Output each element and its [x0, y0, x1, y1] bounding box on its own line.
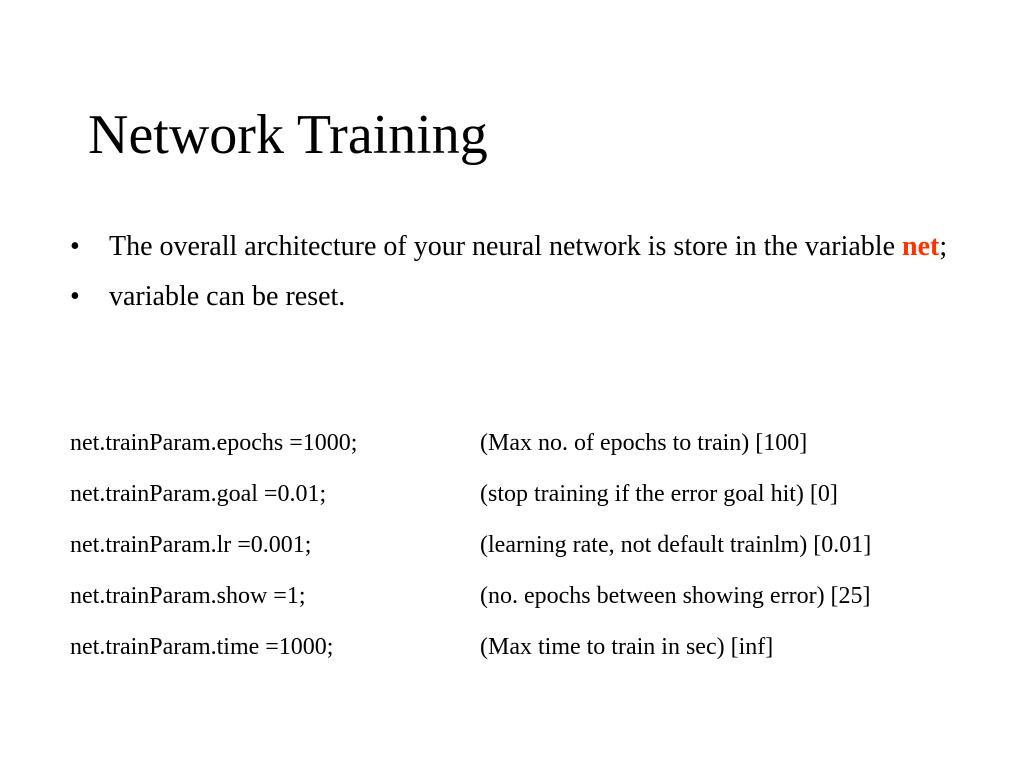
param-row [70, 425, 970, 476]
param-row [70, 527, 970, 578]
bullet-item-reset [70, 278, 950, 316]
bullet-item-architecture [70, 228, 950, 266]
param-description: (Max time to train in sec) [inf] [480, 634, 774, 660]
param-description: (stop training if the error goal hit) [0] [480, 481, 838, 507]
bullet-marker: • [70, 231, 80, 262]
param-row [70, 629, 970, 680]
param-code: net.trainParam.time =1000; [70, 634, 334, 660]
param-description: (learning rate, not default trainlm) [0.01] [480, 532, 872, 558]
bullet-list [70, 228, 950, 328]
param-description: (Max no. of epochs to train) [100] [480, 430, 808, 456]
param-row [70, 578, 970, 629]
bullet-text: The overall architecture of your neural network is store in the variable [109, 231, 903, 262]
param-code: net.trainParam.epochs =1000; [70, 430, 358, 456]
param-code: net.trainParam.show =1; [70, 583, 306, 609]
bullet-text: variable can be reset. [109, 281, 346, 312]
param-table [70, 425, 970, 680]
bullet-marker: • [70, 281, 80, 312]
param-code: net.trainParam.goal =0.01; [70, 481, 327, 507]
keyword-net: net [902, 231, 940, 262]
param-row [70, 476, 970, 527]
bullet-text-end: ; [939, 231, 948, 262]
param-description: (no. epochs between showing error) [25] [480, 583, 871, 609]
param-code: net.trainParam.lr =0.001; [70, 532, 312, 558]
slide-title: Network Training [88, 104, 488, 166]
